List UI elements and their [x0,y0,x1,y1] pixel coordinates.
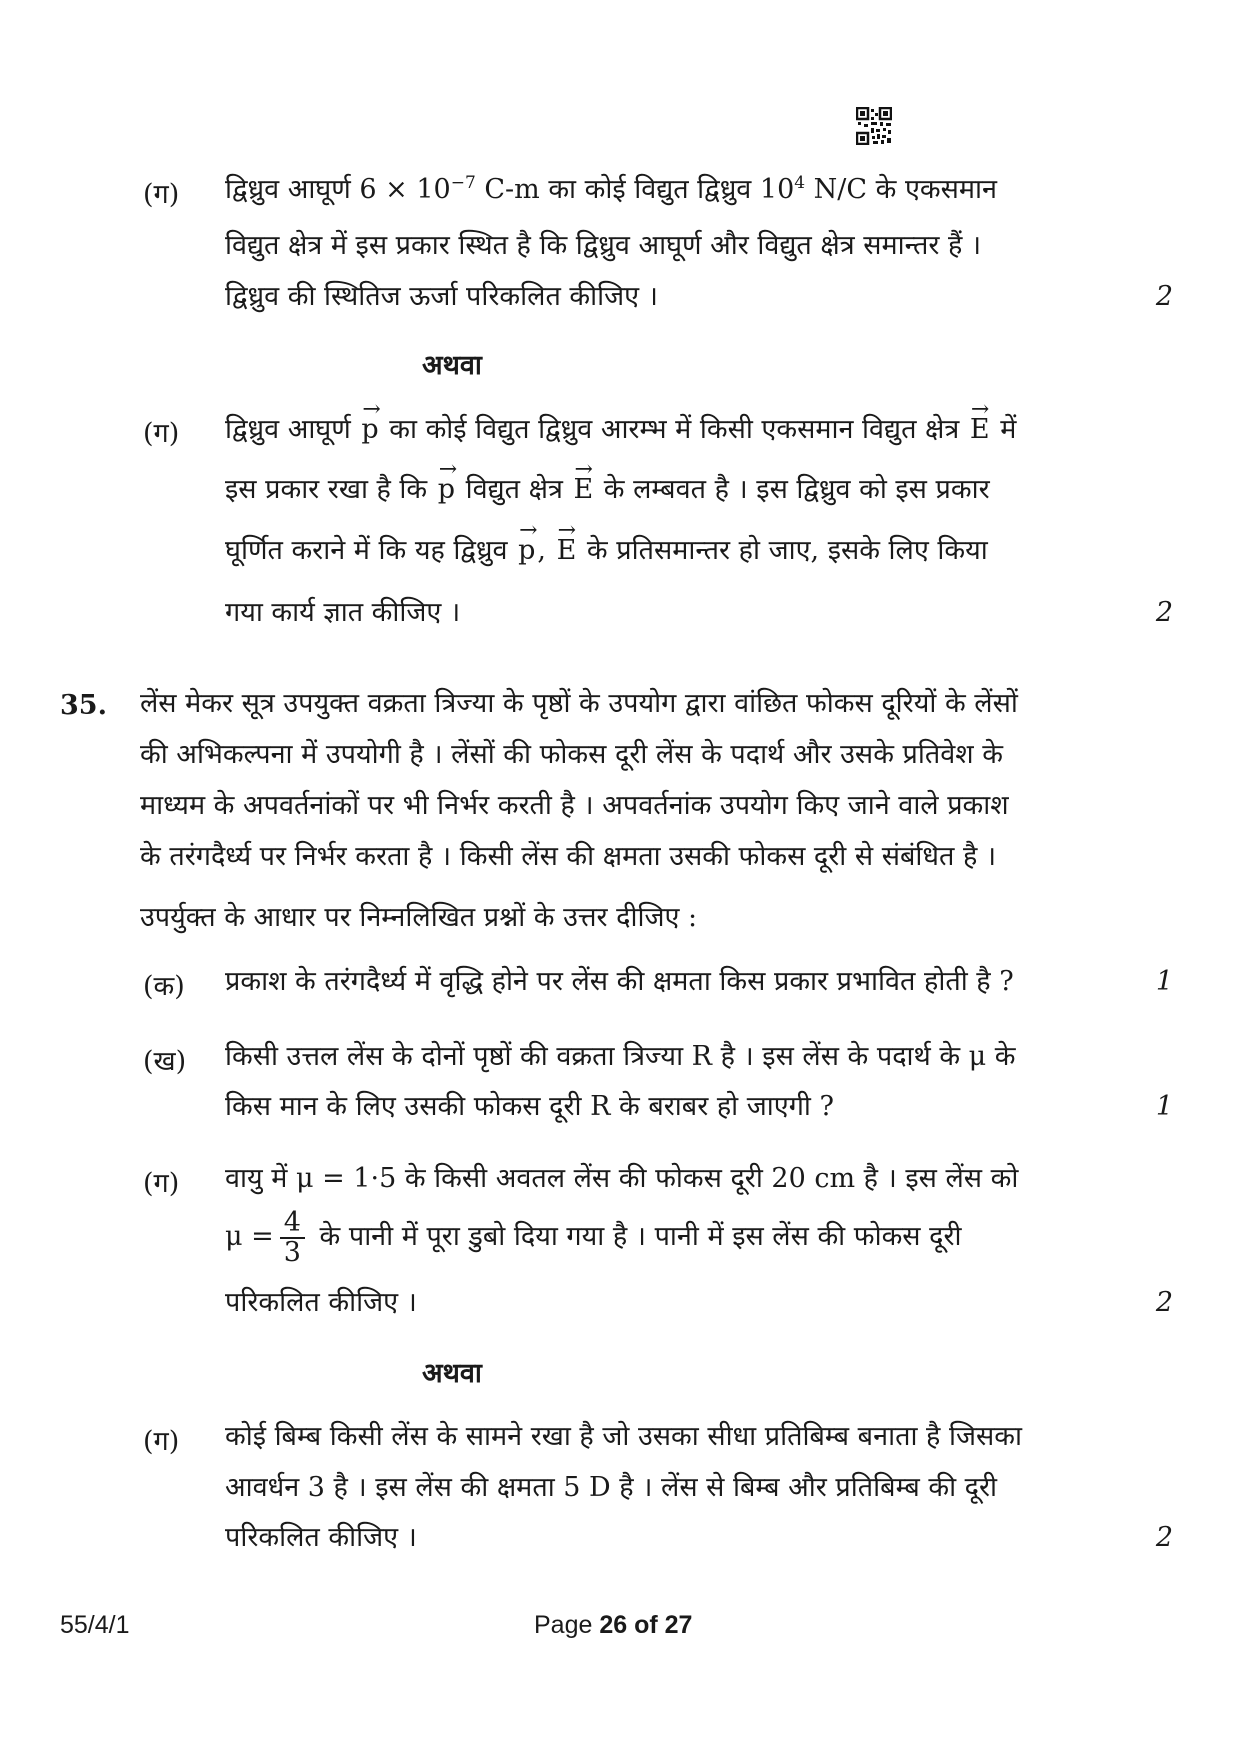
question-text-line: μ = $\frac{4}{3}$ के पानी में पूरा डुबो दिया गया है । पानी में इस लेंस की फोकस दूरी [225,1206,962,1268]
question-text-line: परिकलित कीजिए । [225,1522,417,1553]
vector-e: → E [571,470,595,510]
question-label: (क) [143,971,185,1002]
question-text-line: आवर्धन 3 है । इस लेंस की क्षमता 5 D है । लेंस से बिम्ब और प्रतिबिम्ब की दूरी [225,1472,998,1503]
marks: 2 [1155,597,1173,628]
question-text-line: वायु में μ = 1·5 के किसी अवतल लेंस की फोकस दूरी 20 cm है । इस लेंस को [225,1163,1019,1194]
question-label: (ख) [143,1046,187,1077]
vector-e: → E [555,531,579,571]
question-text-line: प्रकाश के तरंगदैर्ध्य में वृद्धि होने पर लेंस की क्षमता किस प्रकार प्रभावित होती है ? [225,966,1014,997]
question-text-line: इस प्रकार रखा है कि → p विद्युत क्षेत्र → E के लम्बवत है । इस द्विध्रुव को इस प्रकार [225,470,990,510]
question-label: (ग) [143,179,180,210]
passage-line: माध्यम के अपवर्तनांकों पर भी निर्भर करती है । अपवर्तनांक उपयोग किए जाने वाले प्रकाश [140,790,1009,821]
passage-line: की अभिकल्पना में उपयोगी है । लेंसों की फोकस दूरी लेंस के पदार्थ और उसके प्रतिवेश के [140,739,1003,770]
question-text-line: द्विध्रुव आघूर्ण $6 \times 10^{-7}$ C-m का कोई विद्युत द्विध्रुव $10^4$ N/C के एकसमान [225,173,998,205]
question-text-line: किसी उत्तल लेंस के दोनों पृष्ठों की वक्रता त्रिज्या R है । इस लेंस के पदार्थ के μ के [225,1041,1016,1072]
question-label: (ग) [143,1168,180,1199]
marks: 1 [1155,1091,1173,1122]
instruction-text: उपर्युक्त के आधार पर निम्नलिखित प्रश्नों के उत्तर दीजिए : [140,902,698,933]
or-heading: अथवा [422,350,482,381]
passage-line: के तरंगदैर्ध्य पर निर्भर करता है । किसी लेंस की क्षमता उसकी फोकस दूरी से संबंधित है । [140,841,997,872]
marks: 2 [1155,281,1173,312]
paper-code: 55/4/1 [60,1611,130,1639]
page-number: Page 26 of 27 [534,1611,693,1639]
question-text-line: गया कार्य ज्ञात कीजिए । [225,597,461,628]
question-label: (ग) [143,1426,180,1457]
question-text-line: परिकलित कीजिए । [225,1287,417,1318]
fraction: $\frac{4}{3}$ [280,1209,305,1267]
question-text-line: द्विध्रुव की स्थितिज ऊर्जा परिकलित कीजिए । [225,281,658,312]
or-heading: अथवा [422,1358,482,1389]
question-text-line: द्विध्रुव आघूर्ण → p का कोई विद्युत द्विध्रुव आरम्भ में किसी एकसमान विद्युत क्षेत्र → E में [225,410,1016,450]
marks: 2 [1155,1287,1173,1318]
vector-e: → E [968,410,992,450]
question-text-line: किस मान के लिए उसकी फोकस दूरी R के बराबर हो जाएगी ? [225,1091,834,1122]
vector-p: → p [436,470,457,510]
marks: 1 [1155,966,1173,997]
qr-code-icon [856,107,892,145]
question-number: 35. [60,690,107,721]
question-text-line: विद्युत क्षेत्र में इस प्रकार स्थित है कि द्विध्रुव आघूर्ण और विद्युत क्षेत्र समान्तर हैं । [225,230,982,261]
question-text-line: घूर्णित कराने में कि यह द्विध्रुव → p, → E के प्रतिसमान्तर हो जाए, इसके लिए किया [225,531,988,571]
vector-p: → p [359,410,380,450]
question-text-line: कोई बिम्ब किसी लेंस के सामने रखा है जो उसका सीधा प्रतिबिम्ब बनाता है जिसका [225,1421,1022,1452]
vector-p: → p [516,531,537,571]
question-label: (ग) [143,418,180,449]
passage-line: लेंस मेकर सूत्र उपयुक्त वक्रता त्रिज्या के पृष्ठों के उपयोग द्वारा वांछित फोकस दूरियों के लेंसों [140,688,1018,719]
marks: 2 [1155,1522,1173,1553]
